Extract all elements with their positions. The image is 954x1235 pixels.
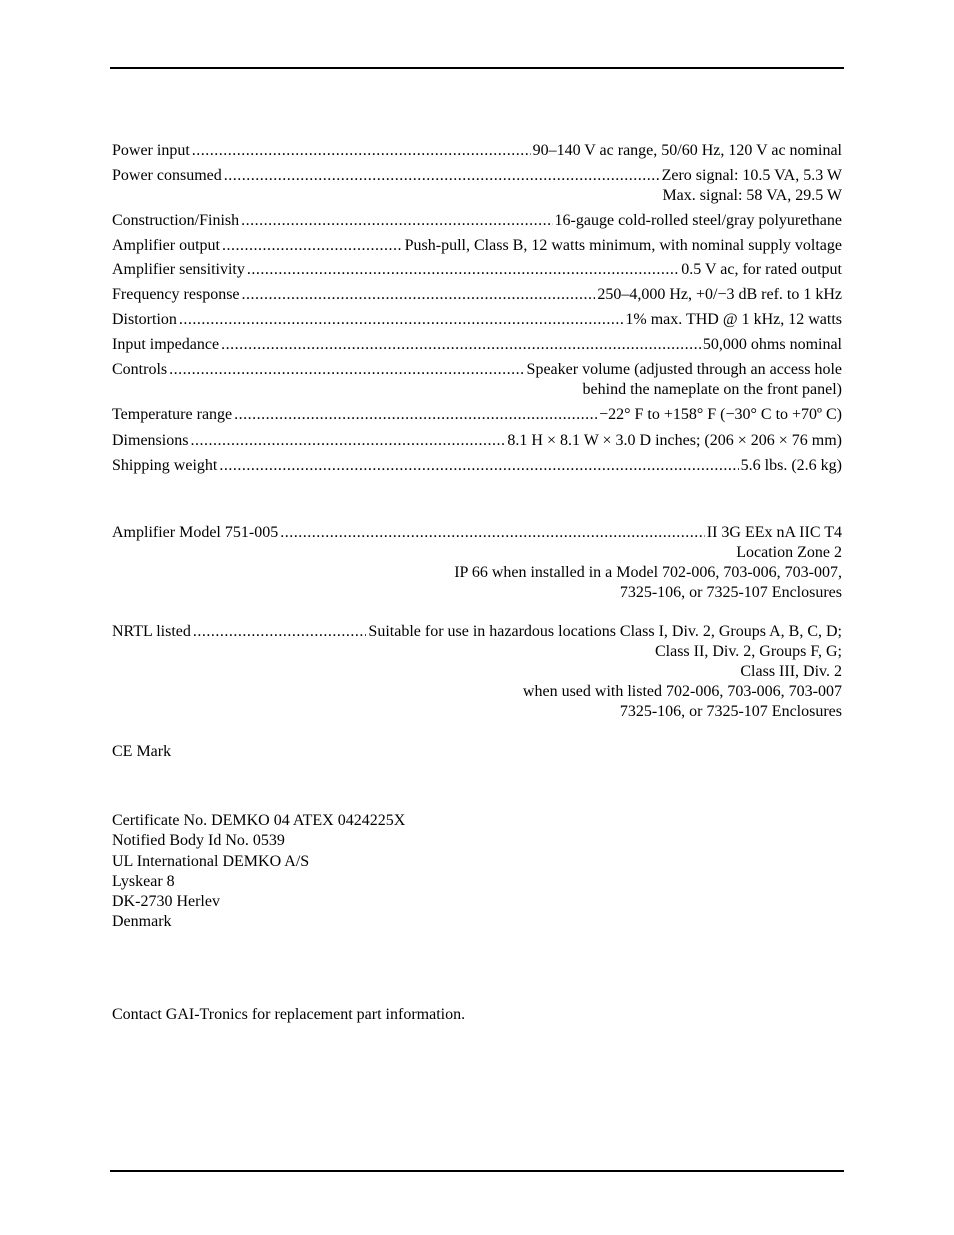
spec-label: Amplifier output	[112, 237, 220, 254]
leader-dots	[234, 405, 597, 425]
spec-value: 1% max. THD @ 1 kHz, 12 watts	[625, 311, 842, 328]
spec-label: Power input	[112, 142, 190, 159]
spec-value: 90–140 V ac range, 50/60 Hz, 120 V ac nominal	[532, 142, 842, 159]
leader-dots	[222, 236, 403, 256]
spec-power-consumed	[112, 166, 842, 206]
leader-dots	[221, 335, 701, 355]
leader-dots	[224, 166, 660, 186]
spec-label: Distortion	[112, 311, 177, 328]
footer-rule	[110, 1170, 844, 1172]
certificate-number: Certificate No. DEMKO 04 ATEX 0424225X	[112, 812, 406, 829]
spec-value: 0.5 V ac, for rated output	[681, 261, 842, 278]
spec-power-input	[112, 141, 842, 161]
approval-value-continued: 7325-106, or 7325-107 Enclosures	[619, 584, 842, 601]
approval-label: Amplifier Model 751-005	[112, 524, 279, 541]
spec-value: 8.1 H × 8.1 W × 3.0 D inches; (206 × 206 × 76 mm)	[507, 432, 842, 449]
header-rule	[110, 67, 844, 69]
certifier-name: UL International DEMKO A/S	[112, 852, 310, 870]
spec-amplifier-output	[112, 236, 842, 256]
leader-dots	[241, 211, 552, 231]
spec-label: Input impedance	[112, 336, 220, 353]
spec-label: Controls	[112, 361, 168, 378]
spec-label: Construction/Finish	[112, 212, 240, 229]
notified-body-id: Notified Body Id No. 0539	[112, 832, 285, 850]
approval-value-continued: Location Zone 2	[736, 544, 842, 561]
certificate-block	[112, 811, 405, 933]
approval-value: Suitable for use in hazardous locations Class I, Div. 2, Groups A, B, C, D;	[368, 623, 842, 640]
approval-nrtl-listed	[112, 622, 842, 722]
spec-amplifier-sensitivity	[112, 260, 842, 280]
certifier-street: Lyskear 8	[112, 872, 175, 890]
leader-dots	[192, 141, 531, 161]
spec-value: 5.6 lbs. (2.6 kg)	[740, 457, 842, 474]
leader-dots	[242, 285, 596, 305]
spec-label: Temperature range	[112, 406, 233, 423]
approval-value-continued: Class II, Div. 2, Groups F, G;	[654, 643, 842, 660]
certifier-country: Denmark	[112, 913, 172, 931]
spec-dimensions	[112, 431, 842, 451]
spec-distortion	[112, 310, 842, 330]
spec-value-continued: behind the nameplate on the front panel)	[582, 381, 842, 398]
leader-dots	[247, 260, 679, 280]
spec-value: Speaker volume (adjusted through an access hole	[526, 361, 842, 378]
approval-value-continued: when used with listed 702-006, 703-006, 703-007	[522, 683, 842, 700]
spec-value-continued: Max. signal: 58 VA, 29.5 W	[662, 187, 842, 204]
spec-shipping-weight	[112, 456, 842, 476]
spec-input-impedance	[112, 335, 842, 355]
replacement-parts-note: Contact GAI-Tronics for replacement part information.	[112, 1006, 466, 1023]
approval-value-continued: 7325-106, or 7325-107 Enclosures	[619, 703, 842, 720]
spec-label: Shipping weight	[112, 457, 218, 474]
spec-label: Frequency response	[112, 286, 240, 303]
approval-label: NRTL listed	[112, 623, 191, 640]
leader-dots	[179, 310, 623, 330]
spec-controls	[112, 360, 842, 400]
spec-label: Amplifier sensitivity	[112, 261, 245, 278]
ce-mark: CE Mark	[112, 743, 172, 760]
spec-label: Dimensions	[112, 432, 189, 449]
approval-amplifier-model	[112, 523, 842, 603]
spec-construction-finish	[112, 211, 842, 231]
spec-value: 50,000 ohms nominal	[702, 336, 842, 353]
leader-dots	[190, 431, 505, 451]
spec-frequency-response	[112, 285, 842, 305]
leader-dots	[280, 523, 705, 543]
leader-dots	[193, 622, 367, 642]
leader-dots	[169, 360, 524, 380]
spec-value: Zero signal: 10.5 VA, 5.3 W	[661, 167, 842, 184]
approval-value: II 3G EEx nA IIC T4	[706, 524, 842, 541]
spec-value: Push-pull, Class B, 12 watts minimum, with nominal supply voltage	[404, 237, 842, 254]
approval-value-continued: Class III, Div. 2	[740, 663, 842, 680]
spec-temperature-range	[112, 405, 842, 425]
spec-value: −22° F to +158° F (−30° C to +70º C)	[599, 406, 842, 423]
certifier-city: DK-2730 Herlev	[112, 893, 220, 911]
spec-value: 16-gauge cold-rolled steel/gray polyurethane	[554, 212, 842, 229]
spec-value: 250–4,000 Hz, +0/−3 dB ref. to 1 kHz	[597, 286, 842, 303]
leader-dots	[219, 456, 738, 476]
approval-value-continued: IP 66 when installed in a Model 702-006, 703-006, 703-007,	[454, 564, 842, 581]
spec-label: Power consumed	[112, 167, 222, 184]
